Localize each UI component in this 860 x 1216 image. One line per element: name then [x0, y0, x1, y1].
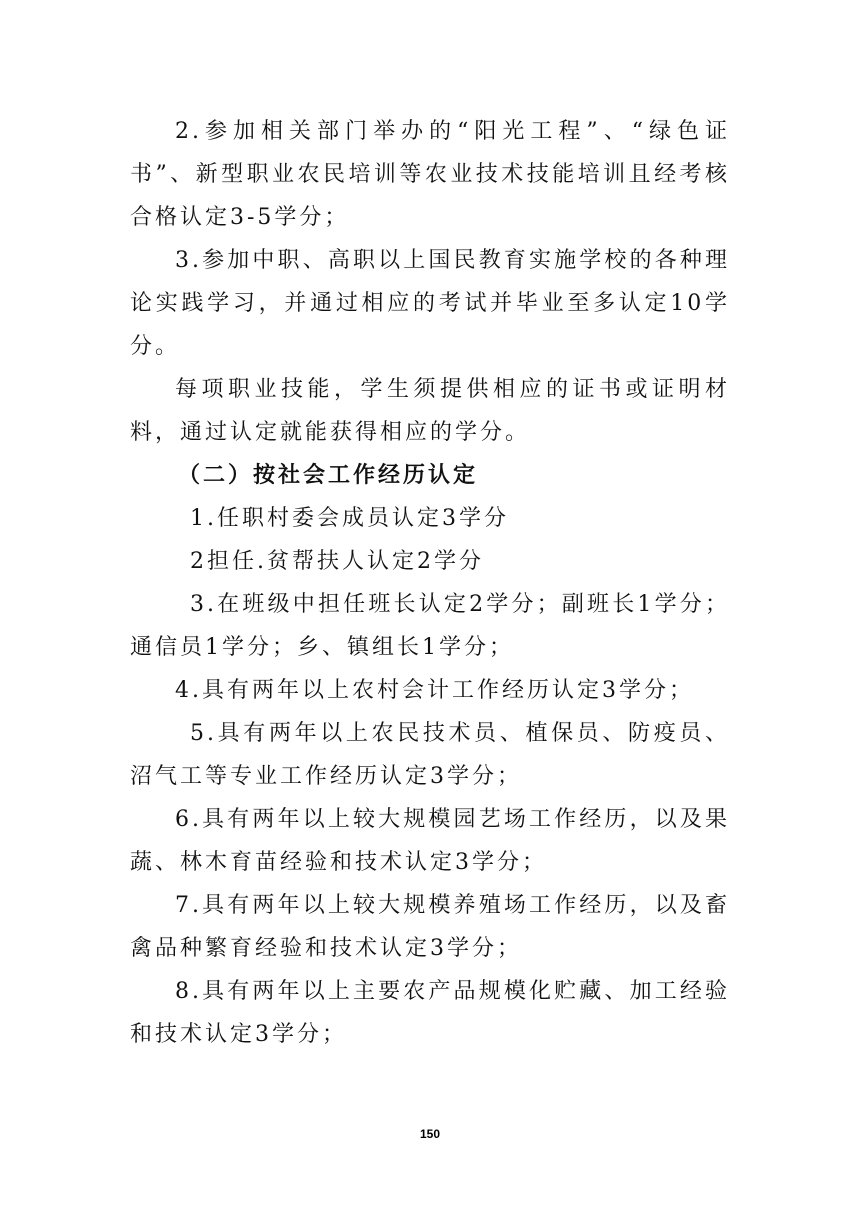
paragraph-work-4: 4.具有两年以上农村会计工作经历认定3学分；: [175, 678, 694, 703]
paragraph-work-7: 7.具有两年以上较大规模养殖场工作经历，以及畜禽品种繁育经验和技术认定3学分；: [130, 893, 730, 961]
paragraph-work-5: 5.具有两年以上农民技术员、植保员、防疫员、沼气工等专业工作经历认定3学分；: [130, 721, 730, 789]
paragraph-work-8: 8.具有两年以上主要农产品规模化贮藏、加工经验和技术认定3学分；: [130, 979, 730, 1047]
paragraph-item-2: 2.参加相关部门举办的“阳光工程”、“绿色证书”、新型职业农民培训等农业技术技能培训且经考核合格认定3-5学分；: [130, 119, 730, 230]
document-body: [130, 110, 730, 1056]
paragraph-item-3: 3.参加中职、高职以上国民教育实施学校的各种理论实践学习，并通过相应的考试并毕业至多认定10学分。: [130, 248, 730, 359]
page-number: 150: [419, 1127, 441, 1141]
paragraph-work-3: 3.在班级中担任班长认定2学分；副班长1学分；通信员1学分；乡、镇组长1学分；: [130, 592, 730, 660]
paragraph-work-2: 2担任.贫帮扶人认定2学分: [190, 549, 484, 574]
paragraph-work-6: 6.具有两年以上较大规模园艺场工作经历，以及果蔬、林木育苗经验和技术认定3学分；: [130, 807, 730, 875]
paragraph-certificate-note: 每项职业技能，学生须提供相应的证书或证明材料，通过认定就能获得相应的学分。: [130, 377, 730, 445]
paragraph-work-1: 1.任职村委会成员认定3学分: [190, 506, 509, 531]
section-heading: （二）按社会工作经历认定: [178, 463, 479, 488]
